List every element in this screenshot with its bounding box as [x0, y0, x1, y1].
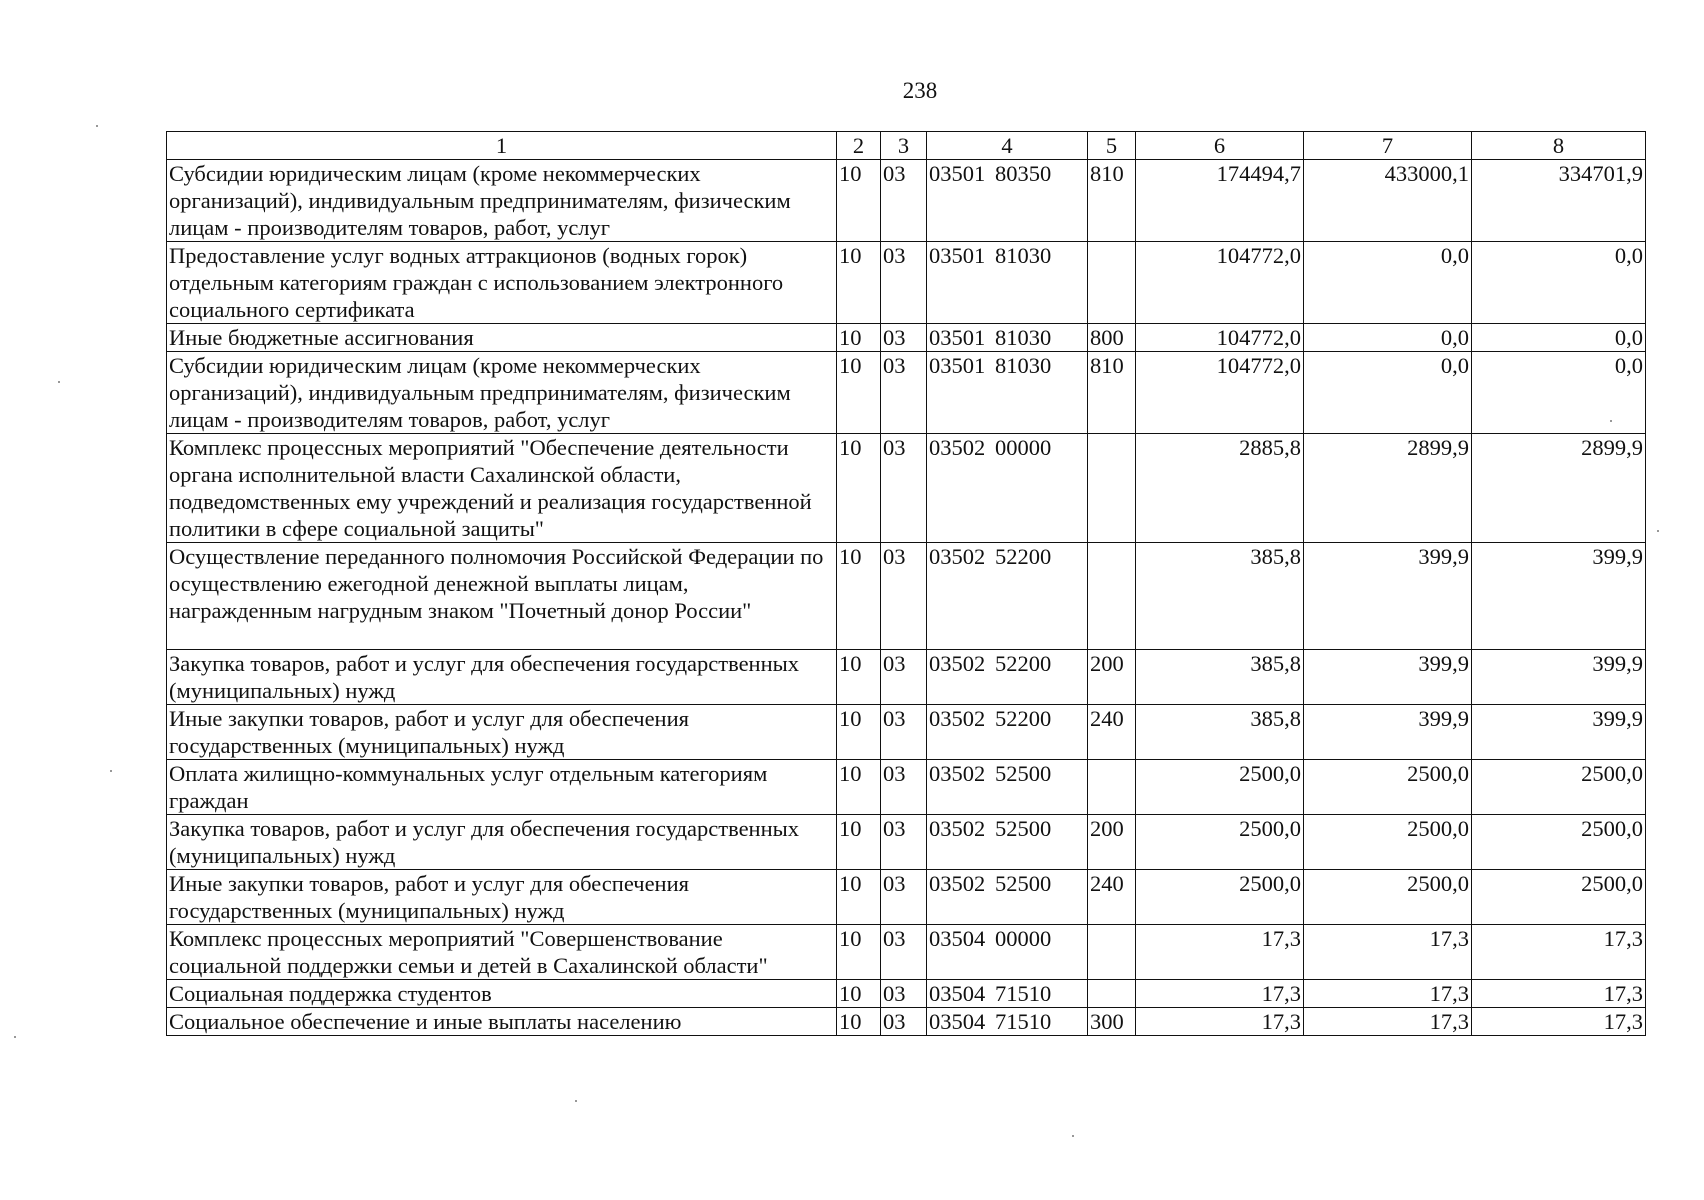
row-name: Закупка товаров, работ и услуг для обеспечения государственных (муниципальных) нужд	[167, 649, 837, 704]
header-row	[167, 132, 1646, 160]
amount-col-7: 2500,0	[1304, 869, 1472, 924]
program-code: 03504	[929, 925, 986, 951]
direction-code: 52200	[995, 650, 1052, 676]
column-header: 8	[1472, 132, 1646, 160]
column-header: 3	[881, 132, 927, 160]
subsection-code: 03	[881, 543, 927, 650]
program-code: 03501	[929, 161, 986, 186]
amount-col-6: 174494,7	[1136, 160, 1304, 242]
program-code: 03502	[929, 435, 986, 461]
target-article	[927, 814, 1088, 869]
target-article	[927, 324, 1088, 352]
row-name: Закупка товаров, работ и услуг для обеспечения государственных (муниципальных) нужд	[167, 814, 837, 869]
table-row	[167, 814, 1646, 869]
expense-type-code: 240	[1088, 704, 1136, 759]
row-name: Комплекс процессных мероприятий "Обеспечение деятельности органа исполнительной власти Сахалинской области, подведомственных ему учреждений и реализация государственной политики в сфере социальной защиты"	[167, 434, 837, 543]
expense-type-code	[1088, 543, 1136, 650]
amount-col-6: 104772,0	[1136, 352, 1304, 434]
amount-col-6: 104772,0	[1136, 324, 1304, 352]
amount-col-7: 17,3	[1304, 924, 1472, 979]
subsection-code: 03	[881, 979, 927, 1007]
table-row	[167, 869, 1646, 924]
program-code: 03502	[929, 870, 986, 896]
table-row	[167, 924, 1646, 979]
program-code: 03502	[929, 705, 986, 731]
table-row	[167, 434, 1646, 543]
amount-col-8: 2500,0	[1472, 814, 1646, 869]
subsection-code: 03	[881, 759, 927, 814]
section-code: 10	[837, 759, 881, 814]
program-code: 03502	[929, 760, 986, 786]
target-article	[927, 352, 1088, 434]
section-code: 10	[837, 160, 881, 242]
subsection-code: 03	[881, 434, 927, 543]
subsection-code: 03	[881, 704, 927, 759]
target-article	[927, 759, 1088, 814]
table-row	[167, 352, 1646, 434]
expense-type-code: 240	[1088, 869, 1136, 924]
expense-type-code	[1088, 759, 1136, 814]
section-code: 10	[837, 924, 881, 979]
amount-col-7: 17,3	[1304, 979, 1472, 1007]
row-name: Оплата жилищно-коммунальных услуг отдельным категориям граждан	[167, 759, 837, 814]
amount-col-8: 2500,0	[1472, 759, 1646, 814]
subsection-code: 03	[881, 1008, 927, 1036]
amount-col-8: 0,0	[1472, 242, 1646, 324]
scan-speck	[110, 770, 112, 772]
direction-code: 52200	[995, 705, 1052, 731]
section-code: 10	[837, 352, 881, 434]
table-row	[167, 543, 1646, 650]
program-code: 03502	[929, 815, 986, 841]
column-header: 2	[837, 132, 881, 160]
amount-col-6: 104772,0	[1136, 242, 1304, 324]
scan-speck	[1657, 530, 1659, 532]
subsection-code: 03	[881, 160, 927, 242]
amount-col-7: 0,0	[1304, 352, 1472, 434]
scan-speck	[96, 125, 98, 127]
amount-col-7: 2500,0	[1304, 759, 1472, 814]
column-header: 5	[1088, 132, 1136, 160]
subsection-code: 03	[881, 324, 927, 352]
section-code: 10	[837, 434, 881, 543]
direction-code: 81030	[995, 243, 1052, 268]
amount-col-6: 17,3	[1136, 979, 1304, 1007]
row-name: Социальное обеспечение и иные выплаты населению	[167, 1008, 837, 1036]
amount-col-7: 433000,1	[1304, 160, 1472, 242]
subsection-code: 03	[881, 924, 927, 979]
amount-col-8: 0,0	[1472, 324, 1646, 352]
subsection-code: 03	[881, 649, 927, 704]
subsection-code: 03	[881, 869, 927, 924]
target-article	[927, 434, 1088, 543]
amount-col-6: 385,8	[1136, 704, 1304, 759]
row-name: Субсидии юридическим лицам (кроме некоммерческих организаций), индивидуальным предпринимателям, физическим лицам - производителям товаров, работ, услуг	[167, 352, 837, 434]
subsection-code: 03	[881, 242, 927, 324]
program-code: 03501	[929, 243, 986, 268]
program-code: 03502	[929, 650, 986, 676]
expense-type-code	[1088, 434, 1136, 543]
expense-type-code: 300	[1088, 1008, 1136, 1036]
program-code: 03501	[929, 353, 986, 379]
section-code: 10	[837, 814, 881, 869]
expense-type-code: 800	[1088, 324, 1136, 352]
target-article	[927, 543, 1088, 650]
amount-col-7: 0,0	[1304, 324, 1472, 352]
budget-table	[166, 131, 1646, 1036]
amount-col-6: 385,8	[1136, 649, 1304, 704]
amount-col-7: 399,9	[1304, 649, 1472, 704]
row-name: Иные закупки товаров, работ и услуг для обеспечения государственных (муниципальных) нужд	[167, 704, 837, 759]
amount-col-6: 17,3	[1136, 924, 1304, 979]
expense-type-code: 810	[1088, 160, 1136, 242]
direction-code: 71510	[995, 1009, 1052, 1035]
amount-col-7: 2899,9	[1304, 434, 1472, 543]
amount-col-7: 399,9	[1304, 543, 1472, 650]
amount-col-6: 385,8	[1136, 543, 1304, 650]
section-code: 10	[837, 543, 881, 650]
row-name: Осуществление переданного полномочия Российской Федерации по осуществлению ежегодной денежной выплаты лицам, награжденным нагрудным знаком "Почетный донор России"	[167, 543, 837, 650]
direction-code: 00000	[995, 925, 1052, 951]
row-name: Иные закупки товаров, работ и услуг для обеспечения государственных (муниципальных) нужд	[167, 869, 837, 924]
direction-code: 71510	[995, 980, 1052, 1006]
column-header: 7	[1304, 132, 1472, 160]
section-code: 10	[837, 869, 881, 924]
amount-col-8: 334701,9	[1472, 160, 1646, 242]
page-number: 238	[902, 78, 938, 103]
target-article	[927, 979, 1088, 1007]
table-row	[167, 242, 1646, 324]
scan-speck	[575, 1100, 577, 1102]
program-code: 03504	[929, 980, 986, 1006]
table-row	[167, 324, 1646, 352]
row-name: Субсидии юридическим лицам (кроме некоммерческих организаций), индивидуальным предпринимателям, физическим лицам - производителям товаров, работ, услуг	[167, 160, 837, 242]
amount-col-8: 399,9	[1472, 543, 1646, 650]
row-name: Социальная поддержка студентов	[167, 979, 837, 1007]
target-article	[927, 160, 1088, 242]
table-row	[167, 979, 1646, 1007]
table-row	[167, 704, 1646, 759]
amount-col-8: 17,3	[1472, 979, 1646, 1007]
scan-speck	[58, 381, 60, 383]
program-code: 03504	[929, 1009, 986, 1035]
table-row	[167, 1008, 1646, 1036]
target-article	[927, 924, 1088, 979]
direction-code: 80350	[995, 161, 1052, 186]
expense-type-code	[1088, 924, 1136, 979]
table-body	[167, 160, 1646, 1036]
target-article	[927, 649, 1088, 704]
target-article	[927, 242, 1088, 324]
expense-type-code	[1088, 242, 1136, 324]
expense-type-code	[1088, 979, 1136, 1007]
column-header: 6	[1136, 132, 1304, 160]
table-row	[167, 649, 1646, 704]
amount-col-6: 17,3	[1136, 1008, 1304, 1036]
program-code: 03502	[929, 544, 986, 570]
column-header: 1	[167, 132, 837, 160]
section-code: 10	[837, 242, 881, 324]
section-code: 10	[837, 979, 881, 1007]
direction-code: 52500	[995, 870, 1052, 896]
section-code: 10	[837, 324, 881, 352]
amount-col-8: 0,0	[1472, 352, 1646, 434]
amount-col-8: 17,3	[1472, 1008, 1646, 1036]
direction-code: 52500	[995, 760, 1052, 786]
scan-speck	[1610, 420, 1612, 422]
table-row	[167, 759, 1646, 814]
amount-col-8: 399,9	[1472, 704, 1646, 759]
scan-speck	[14, 1036, 16, 1038]
row-name: Предоставление услуг водных аттракционов (водных горок) отдельным категориям граждан с использованием электронного социального сертификата	[167, 242, 837, 324]
table-row	[167, 160, 1646, 242]
expense-type-code: 810	[1088, 352, 1136, 434]
amount-col-6: 2500,0	[1136, 869, 1304, 924]
expense-type-code: 200	[1088, 649, 1136, 704]
amount-col-8: 399,9	[1472, 649, 1646, 704]
target-article	[927, 869, 1088, 924]
direction-code: 81030	[995, 325, 1052, 350]
amount-col-6: 2500,0	[1136, 759, 1304, 814]
program-code: 03501	[929, 325, 986, 350]
direction-code: 52500	[995, 815, 1052, 841]
row-name: Комплекс процессных мероприятий "Совершенствование социальной поддержки семьи и детей в Сахалинской области"	[167, 924, 837, 979]
direction-code: 00000	[995, 435, 1052, 461]
amount-col-7: 2500,0	[1304, 814, 1472, 869]
amount-col-8: 2899,9	[1472, 434, 1646, 543]
amount-col-8: 17,3	[1472, 924, 1646, 979]
subsection-code: 03	[881, 814, 927, 869]
section-code: 10	[837, 649, 881, 704]
section-code: 10	[837, 704, 881, 759]
column-header: 4	[927, 132, 1088, 160]
amount-col-7: 17,3	[1304, 1008, 1472, 1036]
amount-col-8: 2500,0	[1472, 869, 1646, 924]
amount-col-6: 2500,0	[1136, 814, 1304, 869]
direction-code: 81030	[995, 353, 1052, 379]
expense-type-code: 200	[1088, 814, 1136, 869]
target-article	[927, 704, 1088, 759]
row-name: Иные бюджетные ассигнования	[167, 324, 837, 352]
amount-col-6: 2885,8	[1136, 434, 1304, 543]
amount-col-7: 0,0	[1304, 242, 1472, 324]
section-code: 10	[837, 1008, 881, 1036]
subsection-code: 03	[881, 352, 927, 434]
scan-speck	[1072, 1135, 1074, 1137]
amount-col-7: 399,9	[1304, 704, 1472, 759]
direction-code: 52200	[995, 544, 1052, 570]
target-article	[927, 1008, 1088, 1036]
